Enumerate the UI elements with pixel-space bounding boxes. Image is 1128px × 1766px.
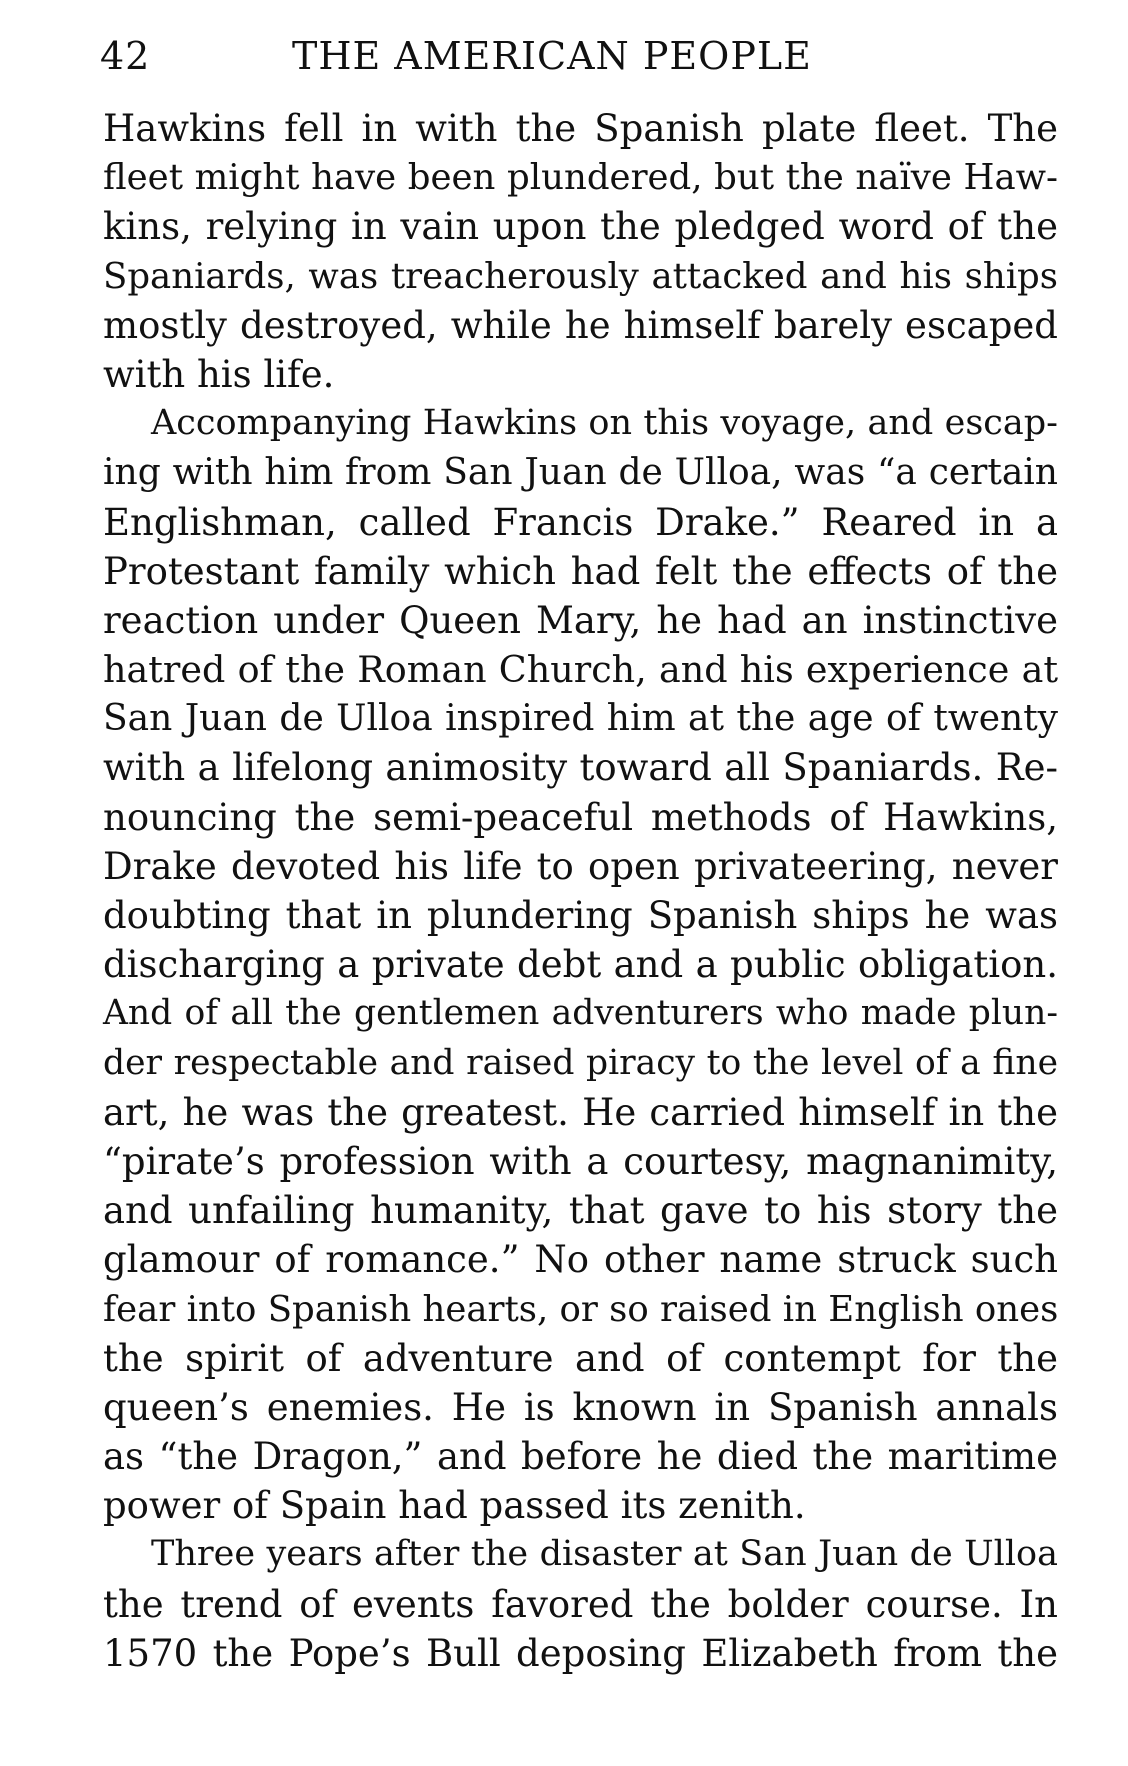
text-line: nouncing the semi-peaceful methods of Hawkins, — [103, 795, 1058, 839]
text-line: doubting that in plundering Spanish ships he was — [103, 894, 1058, 937]
text-line: queen’s enemies. He is known in Spanish annals — [103, 1385, 1058, 1429]
text-line: reaction under Queen Mary, he had an instinctive — [103, 598, 1058, 642]
text-line: as “the Dragon,” and before he died the maritime — [103, 1435, 1058, 1479]
text-line: kins, relying in vain upon the pledged word of the — [103, 205, 1058, 249]
text-line: and unfailing humanity, that gave to his story the — [103, 1189, 1058, 1233]
text-line: Accompanying Hawkins on this voyage, and escap- — [151, 403, 1058, 444]
text-line: ing with him from San Juan de Ulloa, was “a certain — [103, 452, 1058, 494]
paragraph-1 — [103, 104, 1058, 399]
text-line: art, he was the greatest. He carried himself in the — [103, 1090, 1058, 1134]
text-line: the spirit of adventure and of contempt for the — [103, 1336, 1058, 1380]
text-line: fear into Spanish hearts, or so raised in English ones — [103, 1288, 1059, 1330]
text-line: Drake devoted his life to open privateering, never — [103, 844, 1058, 888]
running-title: THE AMERICAN PEOPLE — [292, 34, 812, 78]
paragraph-3 — [103, 1530, 1058, 1678]
text-line: 1570 the Pope’s Bull deposing Elizabeth from the — [103, 1631, 1058, 1675]
text-line: Hawkins fell in with the Spanish plate fleet. The — [103, 107, 1058, 150]
text-line: der respectable and raised piracy to the level of a fine — [103, 1042, 1058, 1083]
text-line: the trend of events favored the bolder course. In — [103, 1582, 1058, 1626]
text-line: with a lifelong animosity toward all Spaniards. Re- — [103, 746, 1058, 790]
text-line: San Juan de Ulloa inspired him at the age of twenty — [103, 698, 1058, 740]
text-line: fleet might have been plundered, but the naïve Haw- — [103, 157, 1058, 199]
page-number: 42 — [100, 34, 151, 78]
text-line: discharging a private debt and a public obligation. — [103, 943, 1058, 987]
text-line: with his life. — [103, 352, 335, 396]
text-line: And of all the gentlemen adventurers who made plun- — [103, 993, 1058, 1034]
text-line: Three years after the disaster at San Juan de Ulloa — [151, 1534, 1058, 1575]
body-text — [103, 104, 1058, 1678]
text-line: Spaniards, was treacherously attacked and his ships — [103, 255, 1058, 297]
text-line: “pirate’s profession with a courtesy, magnanimity, — [103, 1139, 1058, 1183]
paragraph-2 — [103, 399, 1058, 1530]
running-header — [100, 28, 1060, 88]
text-line: hatred of the Roman Church, and his experience at — [103, 648, 1058, 692]
text-line: Englishman, called Francis Drake.” Reared in a — [103, 500, 1058, 544]
text-line: glamour of romance.” No other name struck such — [103, 1238, 1058, 1282]
text-line: power of Spain had passed its zenith. — [103, 1484, 806, 1528]
text-line: Protestant family which had felt the effects of the — [103, 549, 1058, 593]
text-line: mostly destroyed, while he himself barely escaped — [103, 303, 1058, 347]
